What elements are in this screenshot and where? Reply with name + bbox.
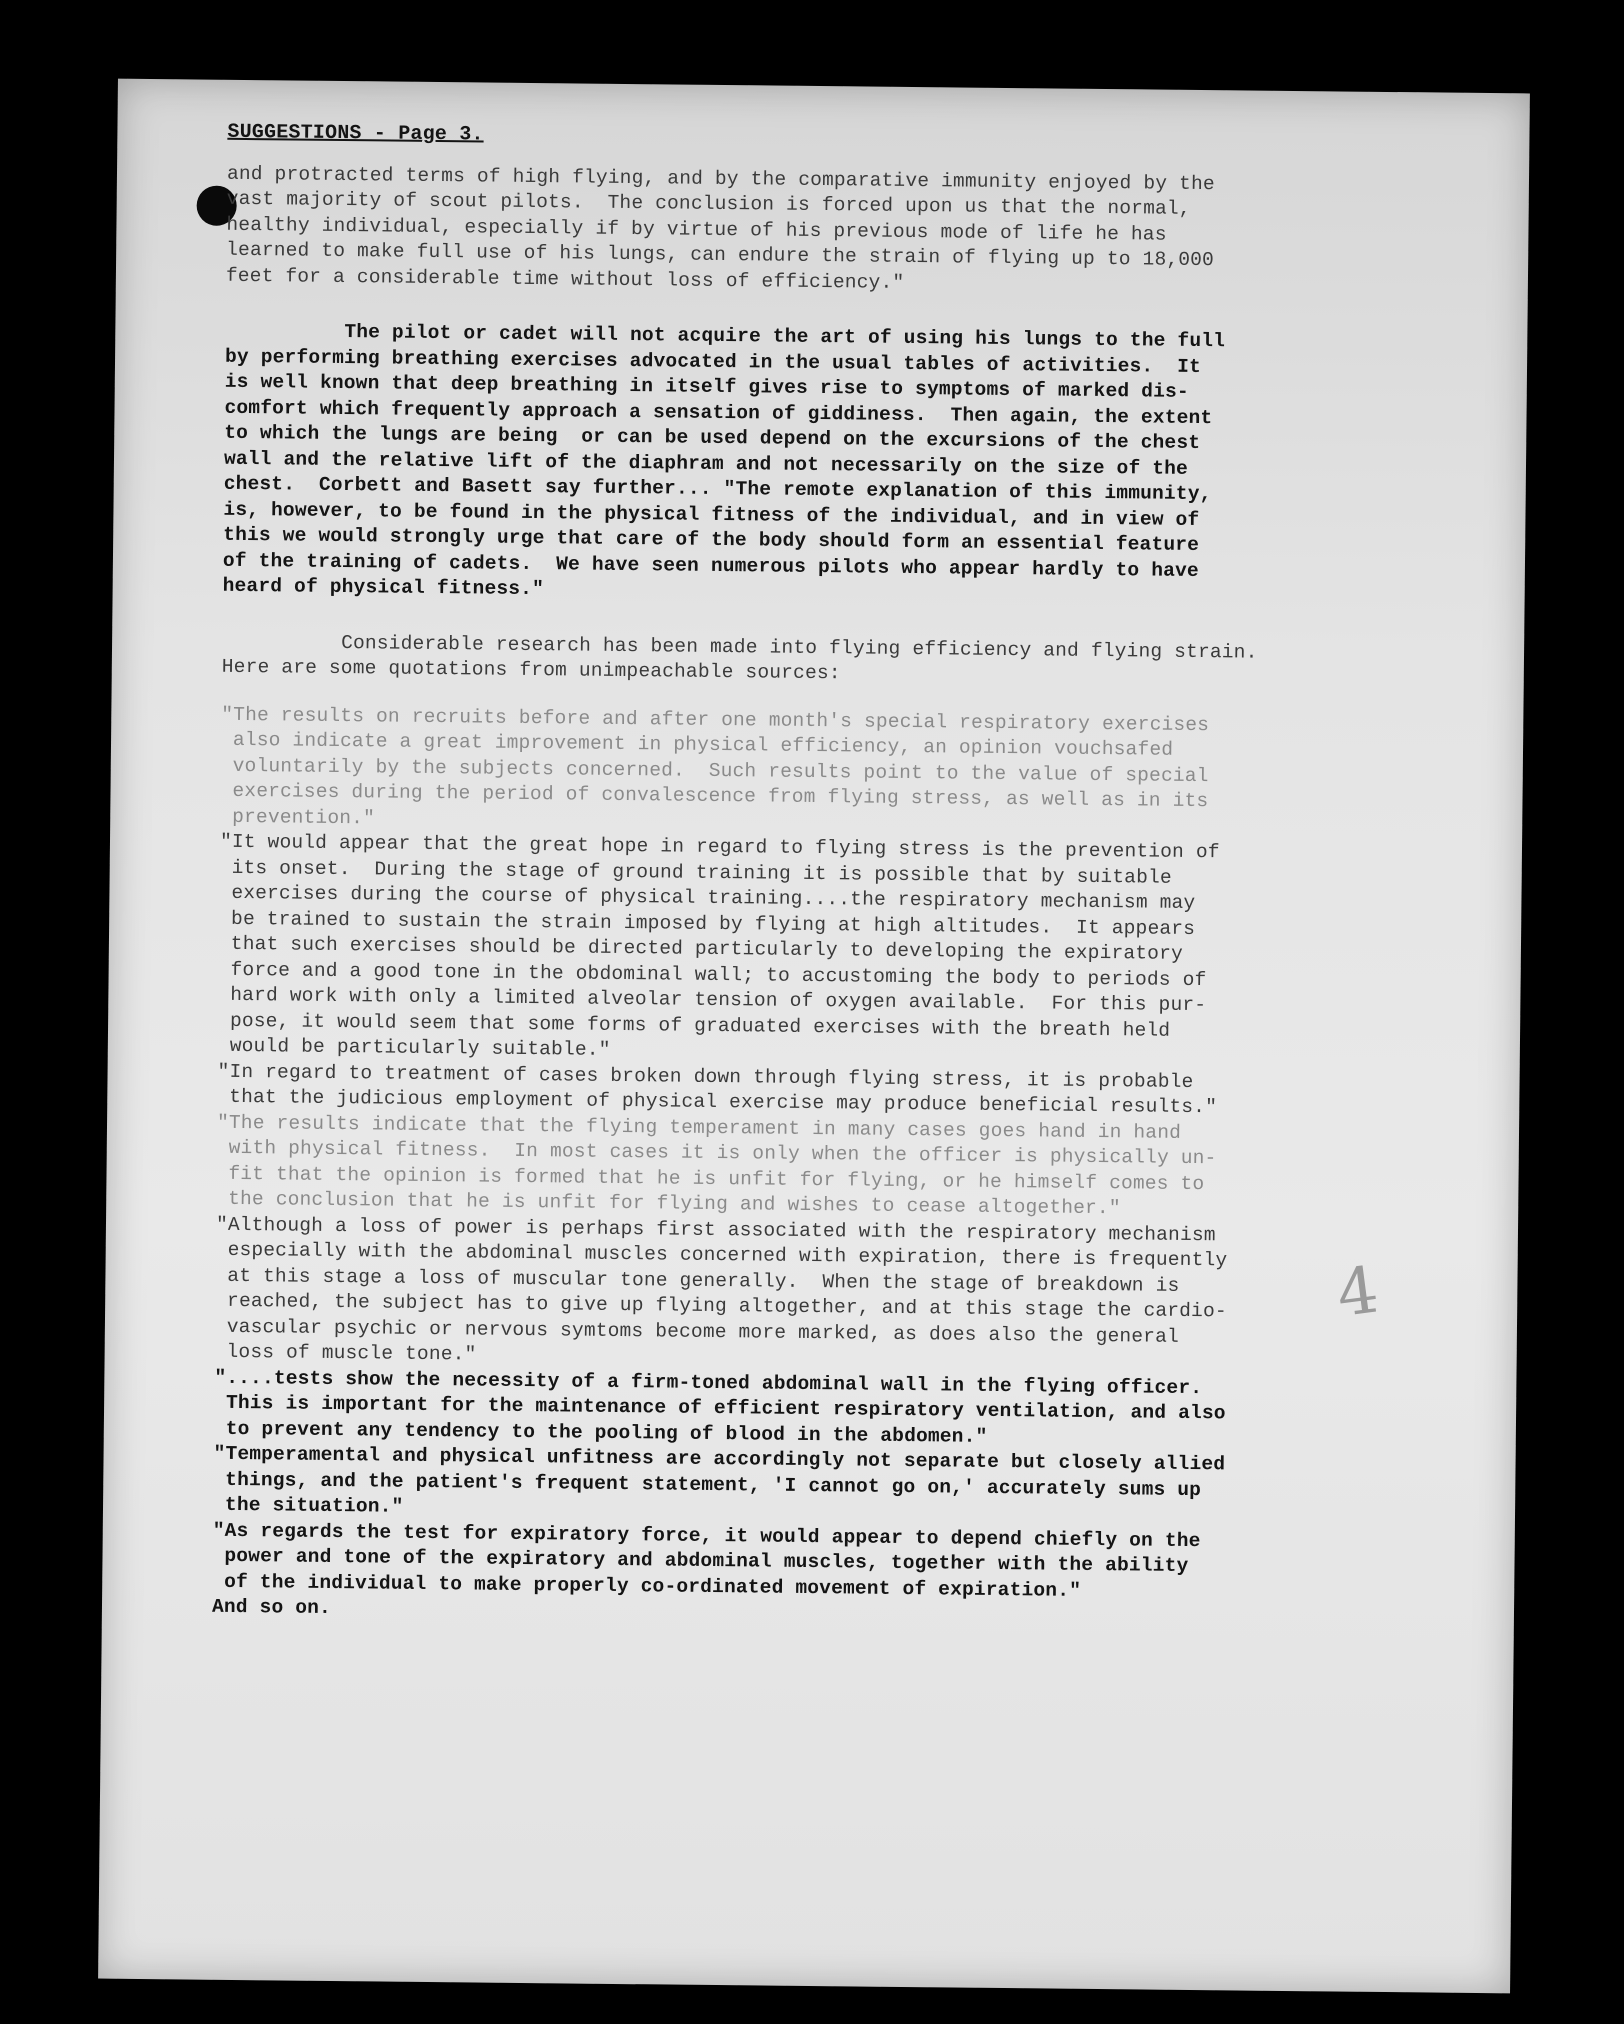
quote-treatment: "In regard to treatment of cases broken down through flying stress, it is probable that the judicious employment of physical exercise may produce beneficial results."	[217, 1060, 1218, 1119]
handwritten-page-mark: 4	[1332, 1253, 1383, 1333]
quote-recruits: "The results on recruits before and after one month's special respiratory exercises also indicate a great improvement in physical efficiency, an opinion vouchsafed voluntarily by the subjects concerned. Such results point to the value of special exercises during the period of convalescence from flying stress, as well as in its prevention."	[220, 703, 1210, 829]
quote-prevention: "It would appear that the great hope in regard to flying stress is the prevention of its onset. During the stage of ground training it is possible that by suitable exercises during the course of physical training....the respiratory mechanism may be trained to sustain the strain imposed by flying at high altitudes. It appears that such exercises should be directed particularly to developing the expiratory force and a good tone in the obdominal wall; to accustoming the body to periods of hard work with only a limited alveolar tension of oxygen available. For this pur- pose, it would seem that some forms of graduated exercises with the breath held would be particularly suitable."	[217, 830, 1220, 1061]
document-body	[212, 120, 1458, 1633]
document-page	[98, 79, 1530, 1994]
quote-abdominal-wall: "....tests show the necessity of a firm-toned abdominal wall in the flying officer. This is important for the maintenance of efficient respiratory ventilation, and also to prevent any tendency to the pooling of blood in the abdomen."	[213, 1366, 1226, 1448]
quote-loss-of-power: "Although a loss of power is perhaps first associated with the respiratory mechanism especially with the abdominal muscles concerned with expiration, there is frequently at this stage a loss of muscular tone generally. When the stage of breakdown is reached, the subject has to give up flying altogether, and at this stage the cardio- vascular psychic or nervous symtoms become more marked, as does also the general loss of muscle tone."	[214, 1213, 1228, 1366]
quote-unfitness: "Temperamental and physical unfitness are accordingly not separate but closely allied things, and the patient's frequent statement, 'I cannot go on,' accurately sums up the situation."	[212, 1442, 1226, 1518]
page-header: SUGGESTIONS - Page 3.	[227, 120, 484, 147]
paragraph-pilot-cadet: The pilot or cadet will not acquire the art of using his lungs to the full by performing breathing exercises advocated in the usual tables of activities. It is well known that deep breathing in itself gives rise to symptoms of marked dis- comfort which frequently approach a sensation of giddiness. Then again, the extent to which the lungs are being or can be used depend on the excursions of the chest wall and the relative lift of the diaphram and not necessarily on the size of the chest. Corbett and Basett say further... "The remote explanation of this immunity, is, however, to be found in the physical fitness of the individual, and in view of this we would strongly urge that care of the body should form an essential feature of the training of cadets. We have seen numerous pilots who appear hardly to have heard of physical fitness."	[222, 319, 1226, 601]
quote-temperament: "The results indicate that the flying temperament in many cases goes hand in hand with physical fitness. In most cases it is only when the officer is physically un- fit that the opinion is formed that he is unfit for flying, or he himself comes to the conclusion that he is unfit for flying and wishes to cease altogether."	[216, 1111, 1217, 1220]
closing-line: And so on.	[211, 1595, 332, 1619]
paragraph-continuation: and protracted terms of high flying, and by the comparative immunity enjoyed by the vast majority of scout pilots. The conclusion is forced upon us that the normal, healthy individual, especially if by virtue of his previous mode of life he has learned to make full use of his lungs, can endure the strain of flying up to 18,000 feet for a considerable time without loss of efficiency."	[225, 162, 1215, 294]
paragraph-research: Considerable research has been made into flying efficiency and flying strain. Here are some quotations from unimpeachable sources:	[221, 630, 1258, 685]
quote-expiratory-force: "As regards the test for expiratory force, it would appear to depend chiefly on the power and tone of the expiratory and abdominal muscles, together with the ability of the individual to make properly co-ordinated movement of expiration."	[212, 1519, 1201, 1602]
